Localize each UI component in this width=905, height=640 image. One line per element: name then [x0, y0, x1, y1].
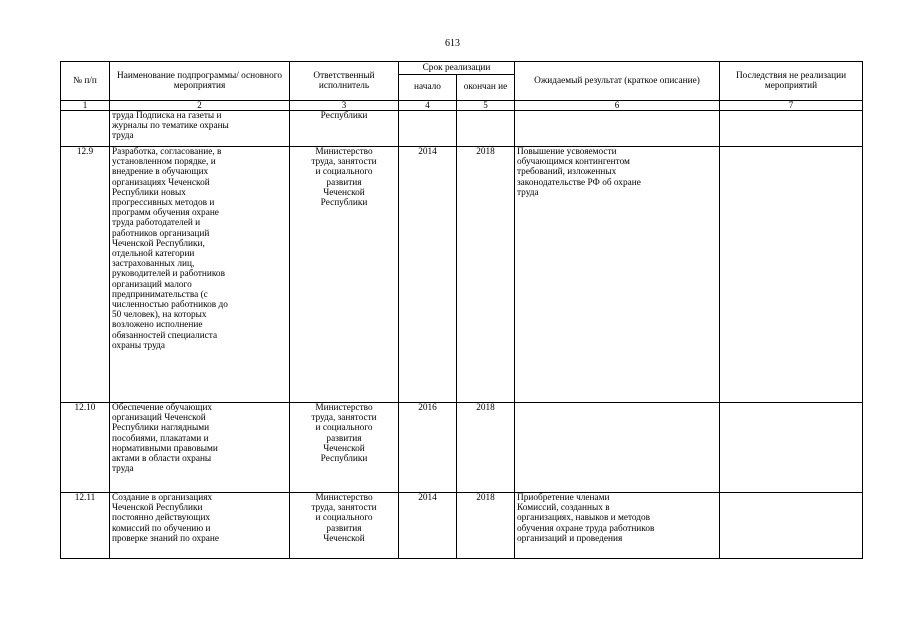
row-name: Разработка, согласование, в установленном порядке, и внедрение в обучающих организациях Чеченской Республики новых прогрессивных методов и программ обучения охране труда работодателей и работников организаций Чеченской Республики, отдельной категории застрахованных лиц, руководителей и работников организаций малого предпринимательства (с численностью работников до 50 человек), на которых возложено исполнение обязанностей специалиста охраны труда [110, 147, 290, 403]
row-executor: Министерство труда, занятости и социального развития Чеченской Республики [290, 403, 399, 493]
column-number: 5 [457, 101, 515, 111]
row-num [61, 111, 110, 147]
row-result [515, 111, 720, 147]
table-row [61, 403, 863, 493]
row-result: Приобретение членами Комиссий, созданных в организациях, навыков и методов обучения охране труда работников организаций и проведения [515, 493, 720, 559]
row-executor: Министерство труда, занятости и социального развития Чеченской Республики [290, 147, 399, 403]
row-consequence [720, 147, 863, 403]
row-end [457, 111, 515, 147]
table-row [61, 493, 863, 559]
row-name: Обеспечение обучающих организаций Чеченской Республики наглядными пособиями, плакатами и нормативными правовыми актами в области охраны труда [110, 403, 290, 493]
table-row [61, 111, 863, 147]
row-result [515, 403, 720, 493]
row-start [399, 111, 457, 147]
row-consequence [720, 111, 863, 147]
program-table [60, 61, 863, 559]
row-consequence [720, 403, 863, 493]
row-result: Повышение усвояемости обучающимся контингентом требований, изложенных законодательстве РФ об охране труда [515, 147, 720, 403]
row-end: 2018 [457, 403, 515, 493]
column-number: 4 [399, 101, 457, 111]
row-start: 2014 [399, 493, 457, 559]
column-number: 2 [110, 101, 290, 111]
row-executor: Республики [290, 111, 399, 147]
header-start: начало [399, 75, 457, 101]
column-number: 1 [61, 101, 110, 111]
row-name: труда Подписка на газеты и журналы по тематике охраны труда [110, 111, 290, 147]
row-num: 12.10 [61, 403, 110, 493]
header-name: Наименование подпрограммы/ основного мероприятия [110, 62, 290, 101]
table-row [61, 147, 863, 403]
column-number: 6 [515, 101, 720, 111]
row-end: 2018 [457, 147, 515, 403]
row-num: 12.9 [61, 147, 110, 403]
row-end: 2018 [457, 493, 515, 559]
header-period: Срок реализации [399, 62, 515, 75]
header-num: № п/п [61, 62, 110, 101]
header-end: окончан ие [457, 75, 515, 101]
row-consequence [720, 493, 863, 559]
column-number: 3 [290, 101, 399, 111]
column-number: 7 [720, 101, 863, 111]
row-name: Создание в организациях Чеченской Республики постоянно действующих комиссий по обучению и проверке знаний по охране [110, 493, 290, 559]
header-executor: Ответственный исполнитель [290, 62, 399, 101]
page-number: 613 [445, 38, 460, 49]
row-start: 2014 [399, 147, 457, 403]
header-consequence: Последствия не реализации мероприятий [720, 62, 863, 101]
row-num: 12.11 [61, 493, 110, 559]
row-start: 2016 [399, 403, 457, 493]
header-result: Ожидаемый результат (краткое описание) [515, 62, 720, 101]
row-executor: Министерство труда, занятости и социального развития Чеченской [290, 493, 399, 559]
